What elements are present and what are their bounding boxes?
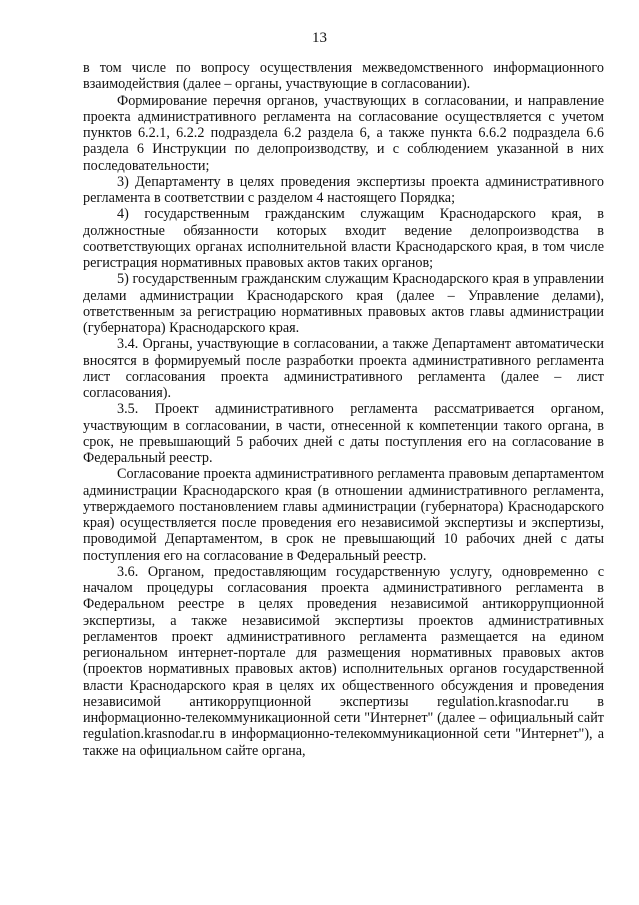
page-number: 13 (312, 30, 327, 46)
paragraph-3-4: 3.4. Органы, участвующие в согласовании, а также Департамент автоматически вносятся в формируемый после разработки проекта административного регламента лист согласования проекта административного регламента (далее – лист согласования). (83, 336, 604, 401)
paragraph-legal-approval: Согласование проекта административного регламента правовым департаментом администрации Краснодарского края (в отношении административного регламента, утверждаемого постановлением главы администрации (губернатора) Краснодарского края) осуществляется после проведения его независимой экспертизы и экспертизы, проводимой Департаментом, в срок не превышающий 10 рабочих дней с даты поступления его на согласование в Федеральный реестр. (83, 466, 604, 564)
paragraph-3-5: 3.5. Проект административного регламента рассматривается органом, участвующим в согласовании, в части, отнесенной к компетенции такого органа, в срок, не превышающий 5 рабочих дней с даты поступления его на согласование в Федеральный реестр. (83, 401, 604, 466)
paragraph-formation-list: Формирование перечня органов, участвующих в согласовании, и направление проекта административного регламента на согласование осуществляется с учетом пунктов 6.2.1, 6.2.2 подраздела 6.2 раздела 6, а также пункта 6.6.2 подраздела 6.6 раздела 6 Инструкции по делопроизводству, и с соблюдением указанной в них последовательности; (83, 92, 604, 174)
paragraph-item-5: 5) государственным гражданским служащим Краснодарского края в управлении делами администрации Краснодарского края (далее – Управление делами), ответственным за регистрацию нормативных правовых актов главы администрации (губернатора) Краснодарского края. (83, 271, 604, 336)
paragraph-3-6: 3.6. Органом, предоставляющим государственную услугу, одновременно с началом процедуры согласования проекта административного регламента в Федеральном реестре в целях проведения независимой антикоррупционной экспертизы, а также независимой экспертизы проектов административных регламентов проект административного регламента размещается на едином региональном интернет-портале для размещения нормативных правовых актов (проектов нормативных правовых актов) исполнительных органов государственной власти Краснодарского края в целях их общественного обсуждения и проведения независимой антикоррупционной экспертизы regulation.krasnodar.ru в информационно-телекоммуникационной сети "Интернет" (далее – официальный сайт regulation.krasnodar.ru в информационно-телекоммуникационной сети "Интернет"), а также на официальном сайте органа, (83, 563, 604, 759)
document-body (83, 60, 604, 759)
paragraph-continuation: в том числе по вопросу осуществления межведомственного информационного взаимодействия (далее – органы, участвующие в согласовании). (83, 60, 604, 93)
paragraph-item-3: 3) Департаменту в целях проведения экспертизы проекта административного регламента в соответствии с разделом 4 настоящего Порядка; (83, 173, 604, 206)
paragraph-item-4: 4) государственным гражданским служащим Краснодарского края, в должностные обязанности которых входит ведение делопроизводства в соответствующих органах исполнительной власти Краснодарского края, в том числе регистрация нормативных правовых актов таких органов; (83, 206, 604, 271)
